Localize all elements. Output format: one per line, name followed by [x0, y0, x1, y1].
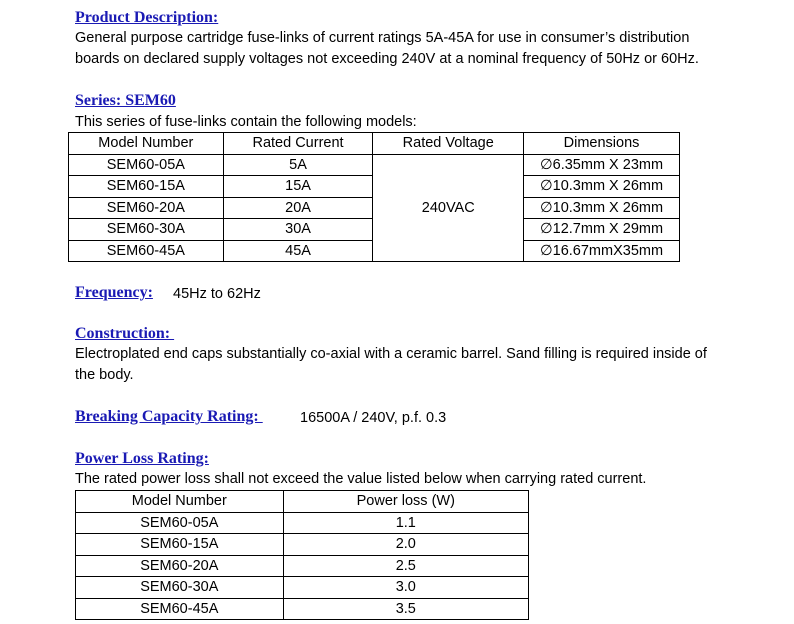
- dimensions-cell: ∅12.7mm X 29mm: [524, 219, 680, 241]
- current-cell: 5A: [223, 154, 373, 176]
- frequency-heading: Frequency:: [75, 284, 153, 301]
- table-header-row: [69, 133, 680, 155]
- model-cell: SEM60-30A: [69, 219, 224, 241]
- power-loss-cell: 3.5: [283, 598, 528, 620]
- power-loss-cell: 2.0: [283, 534, 528, 556]
- breaking-capacity-heading: Breaking Capacity Rating:: [75, 408, 263, 425]
- frequency-value: 45Hz to 62Hz: [173, 286, 261, 302]
- model-cell: SEM60-05A: [76, 512, 284, 534]
- product-description-line-2: boards on declared supply voltages not exceeding 240V at a nominal frequency of 50Hz or 60Hz.: [75, 51, 699, 67]
- power-loss-table: [75, 490, 529, 620]
- column-header-rated-current: Rated Current: [223, 133, 373, 155]
- table-row: [76, 577, 529, 599]
- table-row: [76, 555, 529, 577]
- product-description-line-1: General purpose cartridge fuse-links of current ratings 5A-45A for use in consumer’s distribution: [75, 30, 690, 46]
- breaking-capacity-value: 16500A / 240V, p.f. 0.3: [300, 410, 447, 426]
- series-models-table: [68, 132, 680, 262]
- series-heading: Series: SEM60: [75, 92, 176, 109]
- construction-heading: Construction:: [75, 325, 175, 342]
- model-cell: SEM60-45A: [76, 598, 284, 620]
- power-loss-intro: The rated power loss shall not exceed the value listed below when carrying rated current.: [75, 471, 647, 487]
- column-header-power-loss: Power loss (W): [283, 491, 528, 513]
- dimensions-cell: ∅10.3mm X 26mm: [524, 197, 680, 219]
- table-header-row: [76, 491, 529, 513]
- power-loss-cell: 3.0: [283, 577, 528, 599]
- model-cell: SEM60-15A: [76, 534, 284, 556]
- dimensions-cell: ∅6.35mm X 23mm: [524, 154, 680, 176]
- model-cell: SEM60-20A: [76, 555, 284, 577]
- current-cell: 45A: [223, 240, 373, 262]
- series-intro: This series of fuse-links contain the following models:: [75, 114, 417, 130]
- table-row: [69, 154, 680, 176]
- voltage-cell: 240VAC: [373, 154, 524, 262]
- current-cell: 15A: [223, 176, 373, 198]
- column-header-dimensions: Dimensions: [524, 133, 680, 155]
- power-loss-cell: 1.1: [283, 512, 528, 534]
- column-header-rated-voltage: Rated Voltage: [373, 133, 524, 155]
- table-row: [76, 512, 529, 534]
- table-row: [76, 598, 529, 620]
- power-loss-cell: 2.5: [283, 555, 528, 577]
- column-header-model: Model Number: [69, 133, 224, 155]
- table-row: [76, 534, 529, 556]
- dimensions-cell: ∅10.3mm X 26mm: [524, 176, 680, 198]
- model-cell: SEM60-15A: [69, 176, 224, 198]
- model-cell: SEM60-45A: [69, 240, 224, 262]
- current-cell: 30A: [223, 219, 373, 241]
- model-cell: SEM60-20A: [69, 197, 224, 219]
- column-header-model: Model Number: [76, 491, 284, 513]
- power-loss-heading: Power Loss Rating:: [75, 450, 209, 467]
- model-cell: SEM60-05A: [69, 154, 224, 176]
- dimensions-cell: ∅16.67mmX35mm: [524, 240, 680, 262]
- construction-line-2: the body.: [75, 367, 134, 383]
- construction-line-1: Electroplated end caps substantially co-axial with a ceramic barrel. Sand filling is required inside of: [75, 346, 707, 362]
- model-cell: SEM60-30A: [76, 577, 284, 599]
- current-cell: 20A: [223, 197, 373, 219]
- product-description-heading: Product Description:: [75, 9, 219, 26]
